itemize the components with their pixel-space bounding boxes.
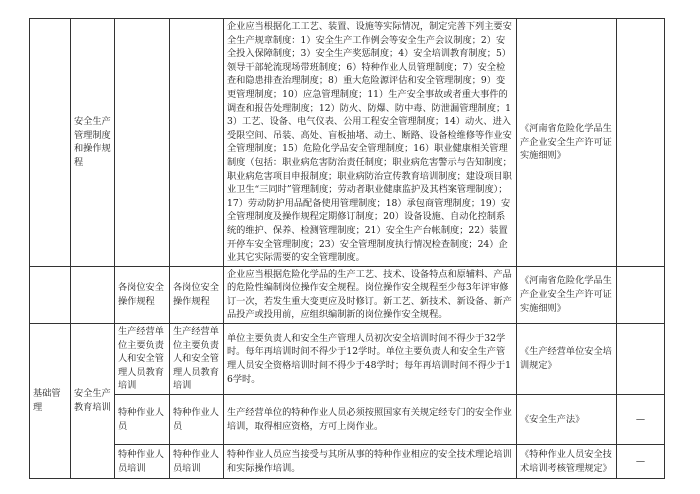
category-cell-empty (30, 19, 71, 267)
name-cell: 特种作业人员培训 (170, 445, 224, 479)
item-cell: 特种作业人员 (115, 395, 170, 445)
item-cell: 特种作业人员培训 (115, 445, 170, 479)
table-row-mgmt (30, 19, 665, 267)
name-cell-empty (170, 19, 224, 267)
item-cell: 各岗位安全操作规程 (115, 266, 170, 323)
table-row-special2 (30, 445, 665, 479)
reference-cell: 《特种作业人员安全技术培训考核管理规定》 (517, 445, 617, 479)
table-row-procedures (30, 266, 665, 323)
reference-cell: 《安全生产法》 (517, 395, 617, 445)
category-cell (30, 324, 71, 479)
training-subcategory-cell: 安全生产教育培训 (71, 324, 115, 479)
content-cell: 企业应当根据危险化学品的生产工艺、技术、设备特点和原辅料、产品的危险性编制岗位操作安全规程。岗位操作安全规程至少每3年评审修订一次，若发生重大变更应及时修订。新工艺、新技术、新设备、新产品投产或投用前，应组织编制新的岗位操作安全规程。 (224, 266, 517, 323)
subcategory-cell-empty (71, 266, 115, 323)
category-cell-empty (30, 266, 71, 323)
name-cell: 生产经营单位主要负责人和安全管理人员教育培训 (170, 324, 224, 395)
extra-dash-cell: — (617, 445, 665, 479)
extra-cell-empty (617, 324, 665, 395)
content-cell: 企业应当根据化工工艺、装置、设施等实际情况，制定完善下列主要安全生产规章制度：1）安全生产工作例会等安全生产会议制度；2）安全投入保障制度；3）安全生产奖惩制度；4）安全培训教育制度；5）领导干部轮流现场带班制度；6）特种作业人员管理制度；7）安全检查和隐患排查治理制度；8）重大危险源评估和安全管理制度；9）变更管理制度；10）应急管理制度；11）生产安全事故或者重大事件的调查和报告处理制度；12）防火、防爆、防中毒、防泄漏管理制度；13）工艺、设备、电气仪表、公用工程安全管理制度；14）动火、进入受限空间、吊装、高处、盲板抽堵、动土、断路、设备检维修等作业安全管理制度；15）危险化学品安全管理制度；16）职业健康相关管理制度（包括：职业病危害防治责任制度；职业病危害警示与告知制度；职业病危害项目申报制度；职业病防治宣传教育培训制度；建设项目职业卫生“三同时”管理制度；劳动者职业健康监护及其档案管理制度）；17）劳动防护用品配备使用管理制度；18）承包商管理制度；19）安全管理制度及操作规程定期修订制度；20）设备设施、自动化控制系统的维护、保养、检测管理制度；21）安全生产台帐制度；22）装置开停车安全管理制度；23）安全管理制度执行情况检查制度；24）企业其它实际需要的安全管理制度。 (224, 19, 517, 267)
item-cell: 生产经营单位主要负责人和安全管理人员教育培训 (115, 324, 170, 395)
content-cell: 生产经营单位的特种作业人员必须按照国家有关规定经专门的安全作业培训，取得相应资格，方可上岗作业。 (224, 395, 517, 445)
content-cell: 单位主要负责人和安全生产管理人员初次安全培训时间不得少于32学时。每年再培训时间不得少于12学时。单位主要负责人和安全生产管理人员安全资格培训时间不得少于48学时；每年再培训时间不得少于16学时。 (224, 324, 517, 395)
item-cell-empty (115, 19, 170, 267)
name-cell: 各岗位安全操作规程 (170, 266, 224, 323)
content-cell: 特种作业人员应当接受与其所从事的特种作业相应的安全技术理论培训和实际操作培训。 (224, 445, 517, 479)
extra-cell-empty (617, 266, 665, 323)
table-row-special1 (30, 395, 665, 445)
reference-cell: 《河南省危险化学品生产企业安全生产许可证实施细则》 (517, 266, 617, 323)
subcategory-cell: 安全生产管理制度和操作规程 (71, 19, 115, 267)
reference-cell: 《生产经营单位安全培训规定》 (517, 324, 617, 395)
category-label: 基础管理 (33, 388, 61, 414)
name-cell: 特种作业人员 (170, 395, 224, 445)
reference-cell: 《河南省危险化学品生产企业安全生产许可证实施细则》 (517, 19, 617, 267)
safety-management-table (29, 18, 665, 479)
extra-cell-empty (617, 19, 665, 267)
table-row-leaders (30, 324, 665, 395)
extra-dash-cell: — (617, 395, 665, 445)
